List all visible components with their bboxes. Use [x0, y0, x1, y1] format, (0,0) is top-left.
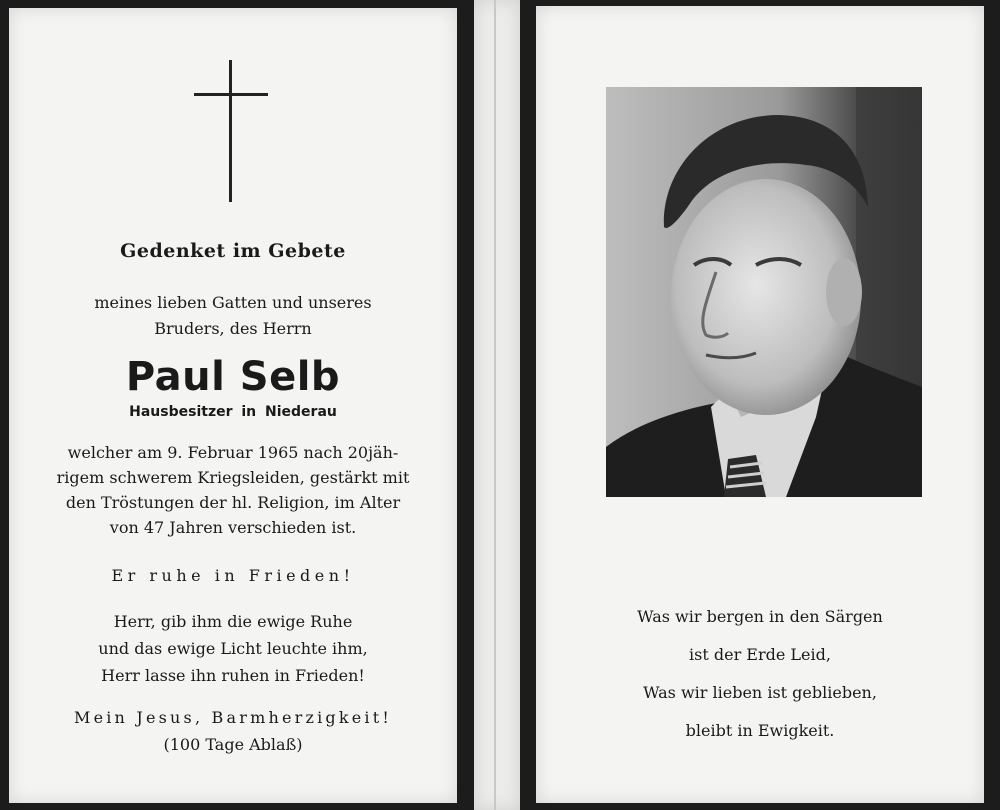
- deceased-name: Paul Selb: [125, 354, 341, 400]
- intro-text: [9, 290, 457, 342]
- cross-icon: [194, 60, 268, 202]
- deceased-title: Hausbesitzer in Niederau: [129, 404, 337, 420]
- verse-line: Was wir bergen in den Särgen: [637, 607, 883, 626]
- plea: Mein Jesus, Barmherzigkeit!: [73, 708, 392, 727]
- prayer-line: Herr lasse ihn ruhen in Frieden!: [101, 666, 365, 685]
- prayer-line: Herr, gib ihm die ewige Ruhe: [113, 612, 353, 631]
- intro-line: Bruders, des Herrn: [154, 319, 312, 338]
- portrait-photo: [606, 87, 922, 497]
- obituary-line: den Tröstungen der hl. Religion, im Alter: [65, 493, 401, 512]
- memorial-card-right: [536, 6, 984, 803]
- prayer-line: und das ewige Licht leuchte ihm,: [98, 639, 368, 658]
- prayer: [9, 608, 457, 689]
- obituary-line: von 47 Jahren verschieden ist.: [109, 518, 357, 537]
- verse-line: ist der Erde Leid,: [689, 645, 831, 664]
- obituary-line: welcher am 9. Februar 1965 nach 20jäh-: [67, 443, 399, 462]
- rest-in-peace: Er ruhe in Frieden!: [111, 566, 355, 585]
- memorial-card-left: [9, 8, 457, 803]
- intro-line: meines lieben Gatten und unseres: [94, 293, 372, 312]
- verse-line: bleibt in Ewigkeit.: [685, 721, 835, 740]
- verse-line: Was wir lieben ist geblieben,: [643, 683, 877, 702]
- obituary-line: rigem schwerem Kriegsleiden, gestärkt mit: [56, 468, 410, 487]
- portrait-illustration: [606, 87, 922, 497]
- heading: Gedenket im Gebete: [120, 240, 346, 262]
- verse: [536, 598, 984, 750]
- fold-line: [494, 0, 496, 810]
- obituary-text: [9, 440, 457, 540]
- fold-strip: [474, 0, 520, 810]
- indulgence: (100 Tage Ablaß): [163, 735, 303, 754]
